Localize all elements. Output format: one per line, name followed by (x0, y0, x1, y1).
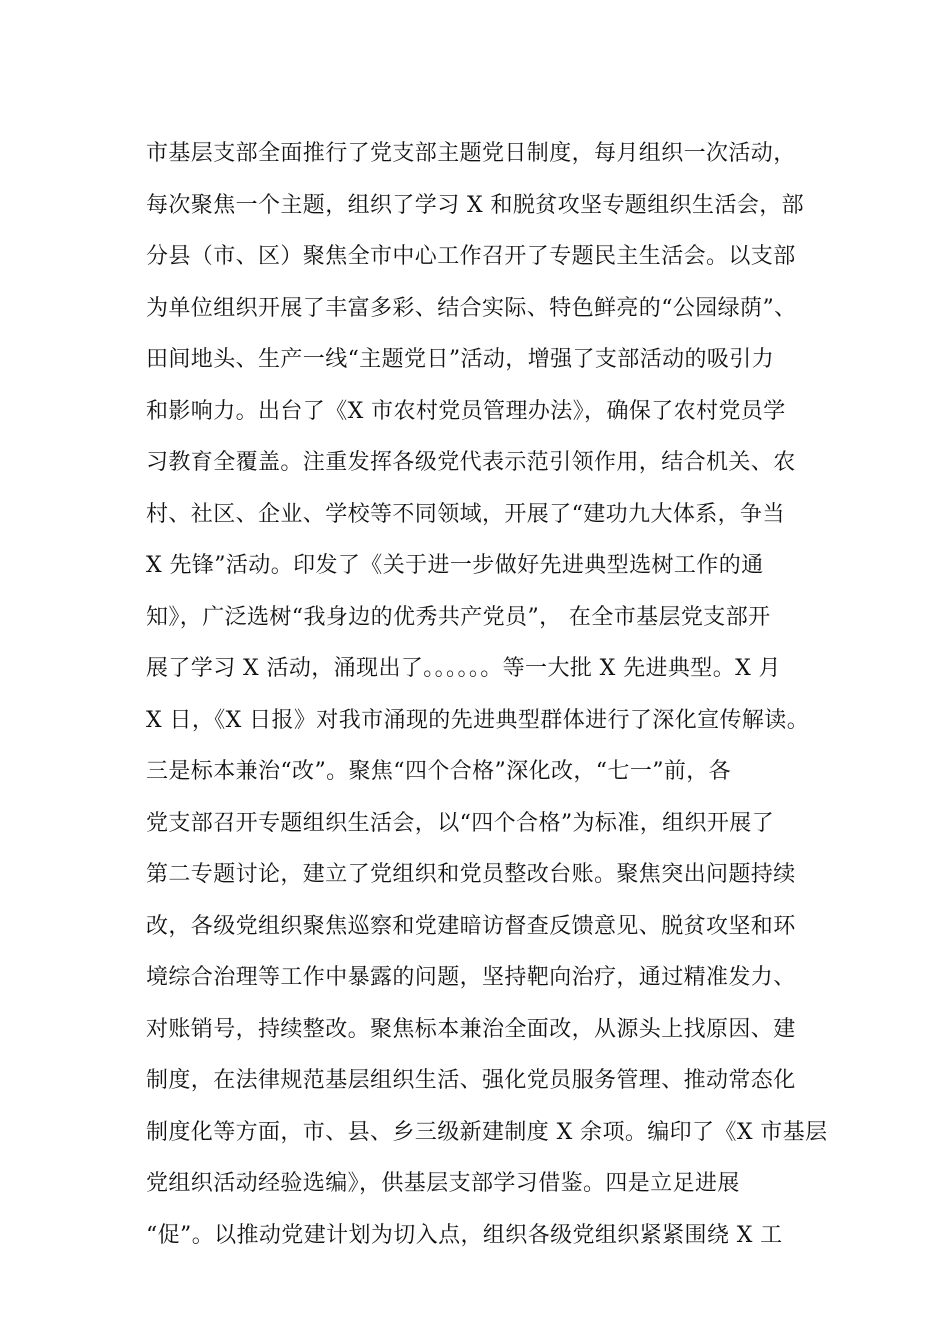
document-body (146, 128, 836, 1261)
text-line: X 日，《X 日报》对我市涌现的先进典型群体进行了深化宣传解读。 (146, 707, 810, 733)
text-line: 展了学习 X 活动，涌现出了。。。。。。等一大批 X 先进典型。X 月 (146, 656, 781, 681)
text-line: 党支部召开专题组织生活会，以“四个合格”为标准，组织开展了 (146, 810, 775, 836)
text-line: 制度化等方面，市、县、乡三级新建制度 X 余项。编印了《X 市基层 (146, 1119, 828, 1145)
text-line: 田间地头、生产一线“主题党日”活动，增强了支部活动的吸引力 (146, 347, 775, 372)
text-line: 分县（市、区）聚焦全市中心工作召开了专题民主生活会。以支部 (146, 244, 796, 269)
text-line: 三是标本兼治“改”。聚焦“四个合格”深化改，“七一”前，各 (146, 759, 732, 784)
text-line: 境综合治理等工作中暴露的问题，坚持靶向治疗，通过精准发力、 (146, 965, 796, 990)
text-line: 制度，在法律规范基层组织生活、强化党员服务管理、推动常态化 (146, 1068, 796, 1093)
text-line: 市基层支部全面推行了党支部主题党日制度，每月组织一次活动， (146, 141, 796, 166)
text-line: 为单位组织开展了丰富多彩、结合实际、特色鲜亮的“公园绿荫”、 (146, 295, 797, 321)
text-line: 党组织活动经验选编》，供基层支部学习借鉴。四是立足进展 (146, 1171, 740, 1196)
text-line: 村、社区、企业、学校等不同领域，开展了“建功九大体系，争当 (146, 501, 785, 527)
text-line: 习教育全覆盖。注重发挥各级党代表示范引领作用，结合机关、农 (146, 450, 796, 475)
text-line: 知》，广泛选树“我身边的优秀共产党员”， 在全市基层党支部开 (146, 604, 771, 630)
text-line: “促”。以推动党建计划为切入点，组织各级党组织紧紧围绕 X 工 (146, 1222, 783, 1248)
text-line: X 先锋”活动。印发了《关于进一步做好先进典型选树工作的通 (146, 553, 764, 578)
text-line: 第二专题讨论，建立了党组织和党员整改台账。聚焦突出问题持续 (146, 862, 796, 887)
text-line: 改，各级党组织聚焦巡察和党建暗访督查反馈意见、脱贫攻坚和环 (146, 913, 796, 939)
text-line: 对账销号，持续整改。聚焦标本兼治全面改，从源头上找原因、建 (146, 1016, 796, 1042)
text-line: 和影响力。出台了《X 市农村党员管理办法》，确保了农村党员学 (146, 398, 786, 424)
text-line: 每次聚焦一个主题，组织了学习 X 和脱贫攻坚专题组织生活会，部 (146, 192, 805, 218)
